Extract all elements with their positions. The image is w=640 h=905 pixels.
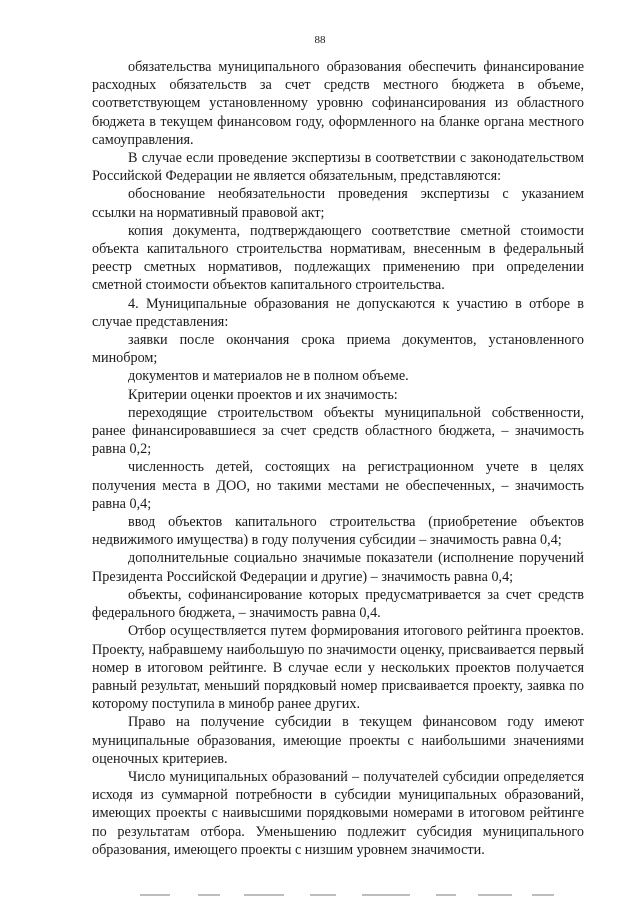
scan-mark	[140, 894, 170, 896]
paragraph: Число муниципальных образований – получателей субсидии определяется исходя из суммарной потребности в субсидии муниципальных образований, имеющих проекты с наивысшими порядковыми номерами в итоговом рейтинге по результатам отбора. Уменьшению подлежит субсидия муниципального образования, имеющего проекты с низшим уровнем значимости.	[92, 768, 584, 858]
paragraph: переходящие строительством объекты муниципальной собственности, ранее финансировавшиеся за счет средств областного бюджета, – значимость равна 0,2;	[92, 404, 584, 458]
scan-mark	[198, 894, 220, 896]
paragraph: документов и материалов не в полном объеме.	[128, 368, 409, 385]
scan-artifact-marks	[140, 894, 560, 900]
paragraph: Право на получение субсидии в текущем финансовом году имеют муниципальные образования, имеющие проекты с наибольшими значениями оценочных критериев.	[92, 714, 584, 767]
paragraph: обязательства муниципального образования обеспечить финансирование расходных обязательств за счет средств местного бюджета в объеме, соответствующем установленному уровню софинансирования из областного бюджета в текущем финансовом году, оформленного на бланке органа местного самоуправления.	[92, 59, 584, 148]
paragraph: ввод объектов капитального строительства (приобретение объектов недвижимого имущества) в году получения субсидии – значимость равна 0,4;	[92, 514, 584, 549]
paragraph: дополнительные социально значимые показатели (исполнение поручений Президента Российской Федерации и другие) – значимость равна 0,4;	[92, 550, 584, 585]
paragraph: В случае если проведение экспертизы в соответствии с законодательством Российской Федерации не является обязательным, представляются:	[92, 150, 584, 185]
paragraph: Критерии оценки проектов и их значимость:	[128, 386, 398, 403]
scan-mark	[436, 894, 456, 896]
paragraph: объекты, софинансирование которых предусматривается за счет средств федерального бюджета, – значимость равна 0,4.	[92, 586, 584, 622]
scan-mark	[244, 894, 284, 896]
scan-mark	[478, 894, 512, 896]
document-body	[92, 58, 584, 859]
scan-mark	[362, 894, 410, 896]
paragraph: Отбор осуществляется путем формирования итогового рейтинга проектов. Проекту, набравшему наибольшую по значимости оценку, присваивается первый номер в итоговом рейтинге. В случае если у нескольких проектов получается равный результат, меньший порядковый номер присваивается проекту, заявка по которому поступила в минобр ранее других.	[92, 623, 584, 713]
scan-mark	[310, 894, 336, 896]
paragraph: обоснование необязательности проведения экспертизы с указанием ссылки на нормативный правовой акт;	[92, 186, 584, 221]
paragraph: копия документа, подтверждающего соответствие сметной стоимости объекта капитального строительства нормативам, внесенным в федеральный реестр сметных нормативов, подлежащих применению при определении сметной стоимости объектов капитального строительства.	[92, 222, 584, 294]
paragraph: численность детей, состоящих на регистрационном учете в целях получения места в ДОО, но такими местами не обеспеченных, – значимость равна 0,4;	[92, 459, 584, 512]
page-number: 88	[314, 34, 326, 46]
scan-mark	[532, 894, 554, 896]
paragraph: 4. Муниципальные образования не допускаются к участию в отборе в случае представления:	[92, 295, 584, 330]
paragraph: заявки после окончания срока приема документов, установленного минобром;	[92, 332, 584, 367]
